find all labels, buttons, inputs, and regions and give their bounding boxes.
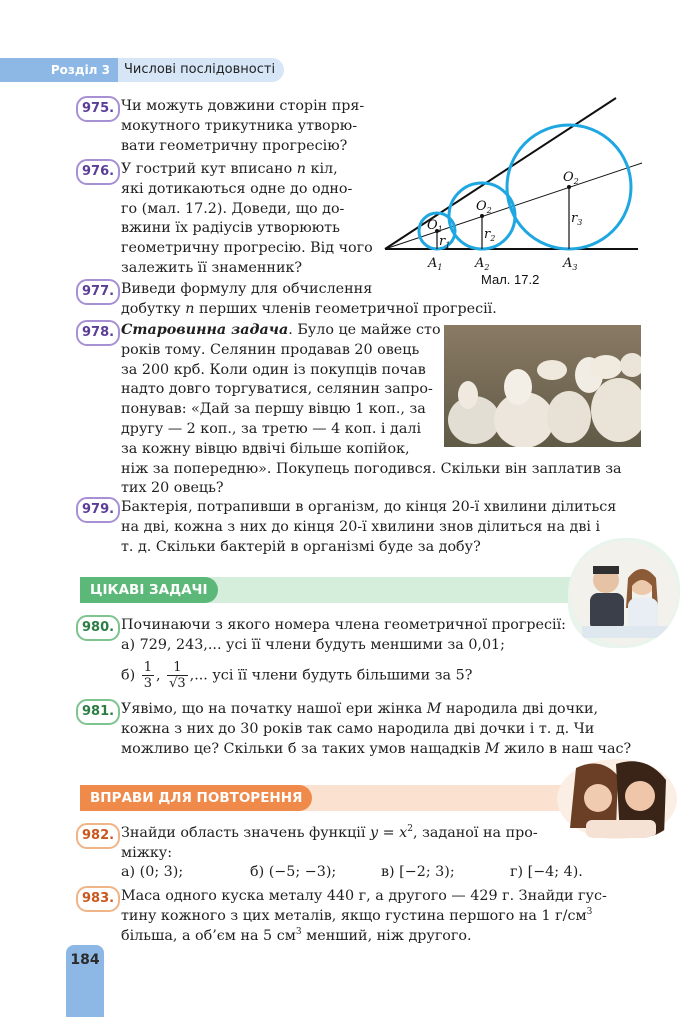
problem-number-977: 977. [76,279,120,305]
problem-979-text: Бактерія, потрапивши в організм, до кінця 20-ї хвилини ділиться на дві, кожна з них до кінця 20-ї хвилини знов ділиться на дві і т. д. Скільки бактерій в організмі буде за добу? [121,499,617,555]
label-a2: $A_2$ [475,256,490,272]
problem-number-980: 980. [76,615,120,641]
problem-982-text: Знайди область значень функції $y = x^2$, заданої на про- міжку: [121,824,538,861]
problem-983-text: Маса одного куска металу 440 г, а другого — 429 г. Знайди гус- тину кожного з цих металів, якщо густина першого на 1 $г/см^3$ більша, а об’єм на 5 $см^3$ менший, ніж другого. [121,888,607,944]
section-title: Числові послідовності [124,62,276,77]
label-a1: $A_1$ [428,256,443,272]
label-r1: $r_1$ [439,234,451,250]
problem-number-983: 983. [76,886,120,912]
label-o2: $O_2$ [476,199,492,215]
problem-982-option-a: а) (0; 3); [121,864,184,880]
center-2 [480,214,484,218]
problem-975-text: Чи можуть довжини сторін пря- мокутного трикутника утворю- вати геометричну прогресію? [121,98,365,154]
problem-982-option-d: г) [−4; 4). [510,864,583,880]
problem-number-976: 976. [76,159,120,185]
figure-inscribed-circles [380,92,645,292]
label-a3: $A_3$ [563,256,578,272]
problem-976-text: У гострий кут вписано n кіл, які дотикаються одне до одно- го (мал. 17.2). Доведи, що до- вжини їх радіусів утворюють геометричну прогресію. Від чого залежить її знаменник? [121,161,373,276]
problem-977-text: Виведи формулу для обчислення добутку n перших членів геометричної прогресії. [121,281,497,317]
page-number: 184 [70,952,100,968]
problem-number-981: 981. [76,699,120,725]
review-section-title: ВПРАВИ ДЛЯ ПОВТОРЕННЯ [80,785,312,811]
label-r3: $r_3$ [571,211,583,227]
section-number: Розділ 3 [0,58,118,82]
problem-number-978: 978. [76,320,120,346]
problem-981-text: Уявімо, що на початку нашої ери жінка M народила дві дочки, кожна з них до 30 років так само народила дві дочки і т. д. Чи можливо це? Скільки б за таких умов нащадків M жило в наш час? [121,701,632,757]
label-o3: $O_2$ [563,170,579,186]
fraction-one-over-root-three: $\frac{1}{√3}$ [169,659,186,691]
problem-number-982: 982. [76,823,120,849]
figure-caption: Мал. 17.2 [481,272,540,287]
label-r2: $r_2$ [484,227,496,243]
center-3 [567,185,571,189]
problem-982-option-c: в) [−2; 3); [381,864,455,880]
label-o1: $O_1$ [427,218,443,234]
problem-number-979: 979. [76,497,120,523]
sheep-photo [444,325,641,447]
problem-980-text: Починаючи з якого номера члена геометричної прогресії: а) 729, 243,... усі її члени будуть меншими за 0,01; б) $\frac{1}{3}$ , $\frac{1}{√3}$ ,... усі її члени будуть більшими за 5? [121,617,566,691]
problem-number-975: 975. [76,96,120,122]
interesting-section-title: ЦІКАВІ ЗАДАЧІ [80,577,218,603]
problem-978-text: Старовинна задача. Було це майже сто років тому. Селянин продавав 20 овець за 200 крб. Коли один із покупців почав надто довго торгуватися, селянин запро- понував: «Дай за першу вівцю 1 коп., за другу — 2 коп., за третю — 4 коп. і далі за кожну вівцю вдвічі більше копійок, ніж за попередню». Покупець погодився. Скільки він заплатив за тих 20 овець? [121,322,622,497]
problem-982-option-b: б) (−5; −3); [250,864,337,880]
fraction-one-third: $\frac{1}{3}$ [143,659,153,691]
